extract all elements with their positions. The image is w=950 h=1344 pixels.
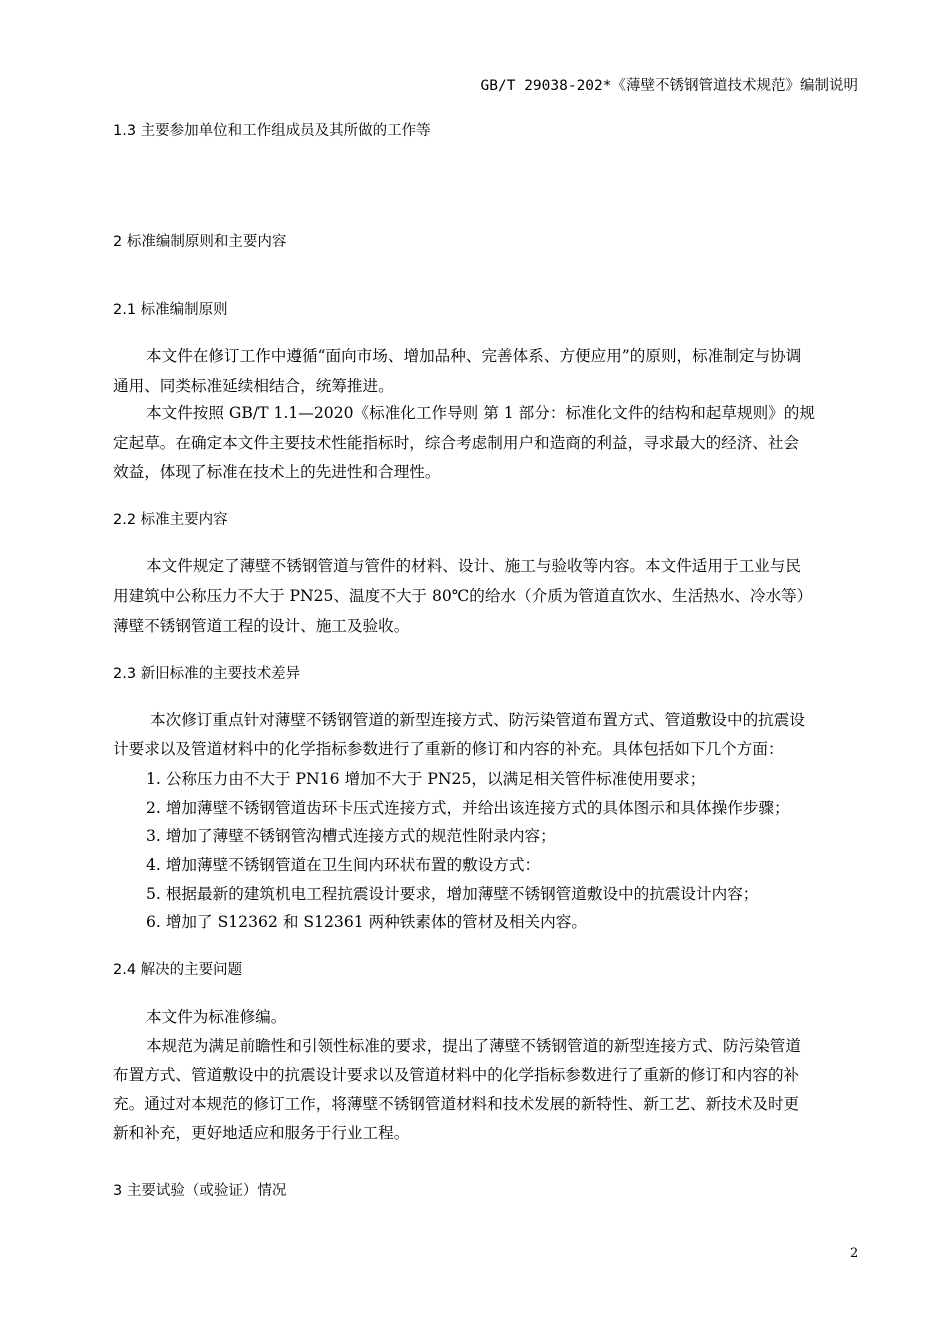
paragraph-line: 本次修订重点针对薄壁不锈钢管道的新型连接方式、防污染管道布置方式、管道敷设中的抗震设 bbox=[150, 711, 805, 729]
paragraph-line: 效益，体现了标准在技术上的先进性和合理性。 bbox=[113, 463, 441, 481]
list-item: 3. 增加了薄壁不锈钢管沟槽式连接方式的规范性附录内容； bbox=[146, 827, 556, 845]
list-item: 2. 增加薄壁不锈钢管道齿环卡压式连接方式，并给出该连接方式的具体图示和具体操作步骤； bbox=[146, 799, 790, 817]
paragraph-line: 本文件为标准修编。 bbox=[146, 1008, 287, 1026]
section-heading-2: 2 标准编制原则和主要内容 bbox=[113, 234, 287, 250]
paragraph-line: 本文件按照 GB/T 1.1—2020《标准化工作导则 第 1 部分：标准化文件的结构和起草规则》的规 bbox=[146, 404, 815, 422]
section-heading-2-2: 2.2 标准主要内容 bbox=[113, 512, 228, 528]
section-heading-2-1: 2.1 标准编制原则 bbox=[113, 302, 228, 318]
page-number: 2 bbox=[850, 1246, 859, 1261]
paragraph-line: 新和补充，更好地适应和服务于行业工程。 bbox=[113, 1124, 410, 1142]
section-heading-1-3: 1.3 主要参加单位和工作组成员及其所做的工作等 bbox=[113, 123, 431, 139]
paragraph-line: 定起草。在确定本文件主要技术性能指标时，综合考虑制用户和造商的利益，寻求最大的经济、社会 bbox=[113, 434, 800, 452]
section-heading-2-3: 2.3 新旧标准的主要技术差异 bbox=[113, 666, 301, 682]
paragraph-line: 充。通过对本规范的修订工作，将薄壁不锈钢管道材料和技术发展的新特性、新工艺、新技术及时更 bbox=[113, 1095, 800, 1113]
paragraph-line: 本规范为满足前瞻性和引领性标准的要求，提出了薄壁不锈钢管道的新型连接方式、防污染管道 bbox=[146, 1037, 801, 1055]
paragraph-line: 本文件在修订工作中遵循“面向市场、增加品种、完善体系、方便应用”的原则，标准制定与协调 bbox=[146, 347, 802, 365]
running-header: GB/T 29038-202*《薄壁不锈钢管道技术规范》编制说明 bbox=[480, 78, 858, 94]
list-item: 5. 根据最新的建筑机电工程抗震设计要求，增加薄壁不锈钢管道敷设中的抗震设计内容； bbox=[146, 885, 759, 903]
paragraph-line: 布置方式、管道敷设中的抗震设计要求以及管道材料中的化学指标参数进行了重新的修订和内容的补 bbox=[113, 1066, 800, 1084]
paragraph-line: 薄壁不锈钢管道工程的设计、施工及验收。 bbox=[113, 617, 410, 635]
paragraph-line: 计要求以及管道材料中的化学指标参数进行了重新的修订和内容的补充。具体包括如下几个方面： bbox=[113, 740, 784, 758]
list-item: 6. 增加了 S12362 和 S12361 两种铁素体的管材及相关内容。 bbox=[146, 913, 587, 931]
paragraph-line: 通用、同类标准延续相结合，统筹推进。 bbox=[113, 377, 394, 395]
section-heading-3: 3 主要试验（或验证）情况 bbox=[113, 1183, 287, 1199]
paragraph-line: 用建筑中公称压力不大于 PN25、温度不大于 80℃的给水（介质为管道直饮水、生活热水、冷水等） bbox=[113, 587, 813, 605]
section-heading-2-4: 2.4 解决的主要问题 bbox=[113, 962, 243, 978]
list-item: 4. 增加薄壁不锈钢管道在卫生间内环状布置的敷设方式： bbox=[146, 856, 541, 874]
paragraph-line: 本文件规定了薄壁不锈钢管道与管件的材料、设计、施工与验收等内容。本文件适用于工业与民 bbox=[146, 557, 801, 575]
list-item: 1. 公称压力由不大于 PN16 增加不大于 PN25，以满足相关管件标准使用要求； bbox=[146, 770, 706, 788]
